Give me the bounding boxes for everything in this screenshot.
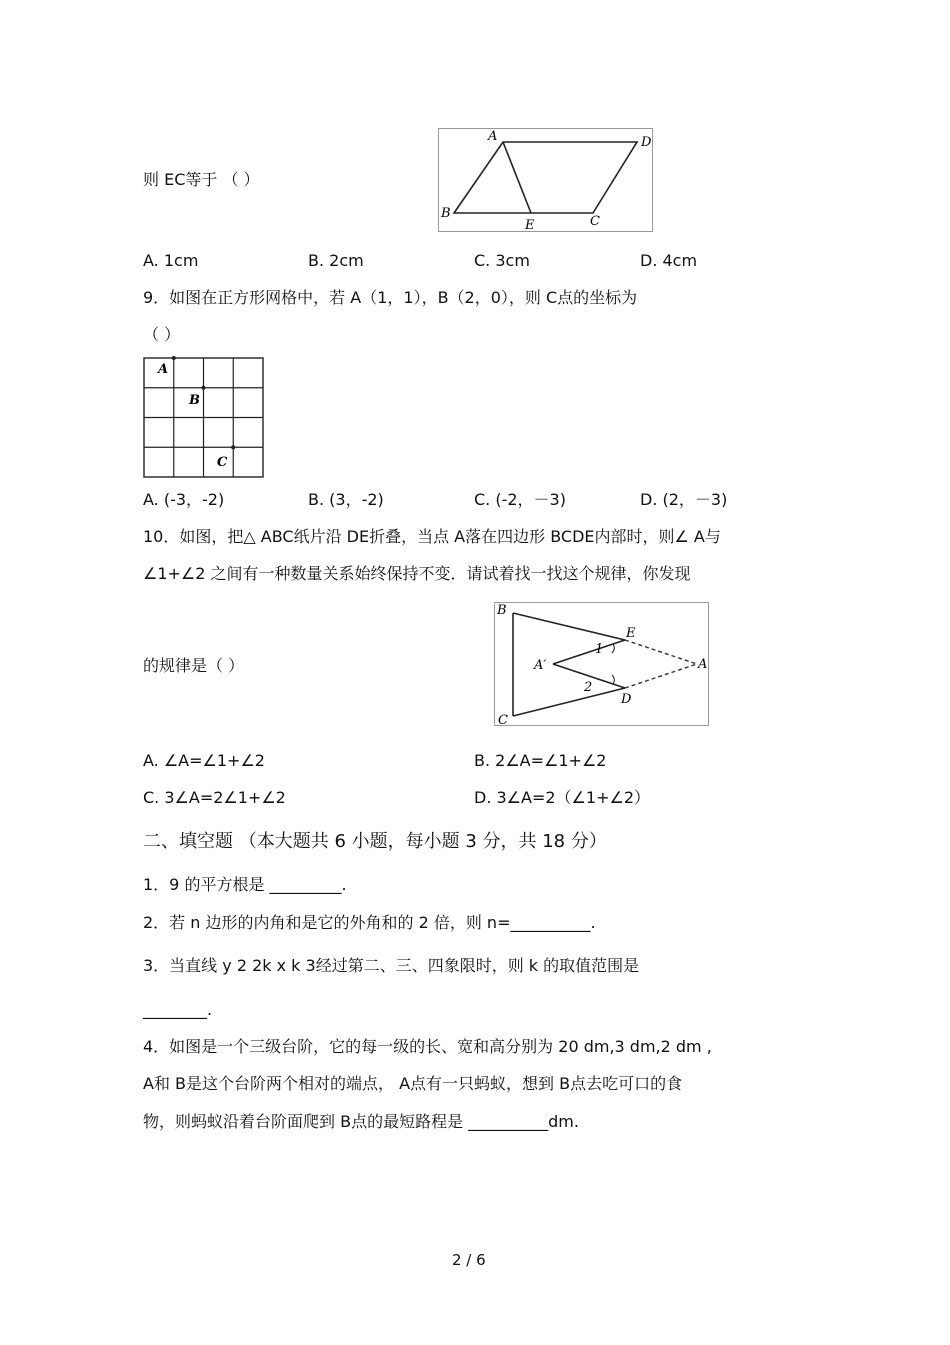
q10-option-d: D. 3∠A=2（∠1+∠2） (474, 788, 651, 807)
q10-label-c: C (498, 713, 508, 725)
q10-stem-line3: 的规律是（ ） (143, 656, 245, 675)
q8-option-d: D. 4cm (640, 251, 698, 270)
q10-label-angle1: 1 (595, 642, 604, 657)
q10-label-angle2: 2 (584, 680, 593, 695)
q9-option-b: B. (3，-2) (308, 490, 384, 509)
q10-label-a: A (698, 657, 708, 672)
q10-label-b: B (497, 603, 507, 618)
q10-label-a-prime: A′ (534, 658, 547, 673)
q9-option-a: A. (-3，-2) (143, 490, 225, 509)
q9-label-b: B (189, 393, 200, 408)
q10-option-b: B. 2∠A=∠1+∠2 (474, 751, 607, 770)
q9-option-d: D. (2，－3) (640, 490, 728, 509)
q10-option-c: C. 3∠A=2∠1+∠2 (143, 788, 286, 807)
q10-stem-line1: 10．如图，把△ ABC纸片沿 DE折叠，当点 A落在四边形 BCDE内部时，则∠ A与 (143, 527, 721, 546)
q8-label-b: B (441, 206, 451, 221)
q9-option-c: C. (-2，－3) (474, 490, 566, 509)
q8-stem: 则 EC等于 （ ） (143, 170, 260, 189)
q9-label-a: A (158, 362, 169, 377)
q8-option-c: C. 3cm (474, 251, 530, 270)
fill-q1: 1．9 的平方根是 _________. (143, 875, 347, 894)
q8-label-a: A (488, 129, 498, 144)
fill-q4-line1: 4．如图是一个三级台阶，它的每一级的长、宽和高分别为 20 dm,3 dm,2 dm , (143, 1037, 712, 1056)
q8-option-b: B. 2cm (308, 251, 364, 270)
q9-paren: （ ） (143, 325, 181, 344)
fill-q3-line2: ________. (143, 1000, 213, 1019)
q8-label-c: C (590, 214, 600, 229)
fill-q4-line3: 物，则蚂蚁沿着台阶面爬到 B点的最短路程是 __________dm. (143, 1112, 579, 1131)
fill-q3-line1: 3．当直线 y 2 2k x k 3经过第二、三、四象限时，则 k 的取值范围是 (143, 956, 640, 975)
q10-label-d: D (621, 692, 632, 707)
q9-stem: 9．如图在正方形网格中，若 A（1，1），B（2，0），则 C点的坐标为 (143, 288, 638, 307)
q8-label-e: E (525, 218, 535, 231)
q10-option-a: A. ∠A=∠1+∠2 (143, 751, 265, 770)
q8-parallelogram-figure (438, 128, 653, 232)
q8-option-a: A. 1cm (143, 251, 199, 270)
q10-fold-figure (494, 602, 709, 726)
section2-title: 二、填空题 （本大题共 6 小题，每小题 3 分，共 18 分） (143, 831, 607, 852)
q10-stem-line2: ∠1+∠2 之间有一种数量关系始终保持不变．请试着找一找这个规律，你发现 (143, 564, 691, 583)
fill-q4-line2: A和 B是这个台阶两个相对的端点， A点有一只蚂蚁，想到 B点去吃可口的食 (143, 1074, 683, 1093)
page-number: 2 / 6 (452, 1251, 486, 1269)
q10-label-e: E (626, 626, 636, 641)
q9-grid-figure (143, 356, 265, 480)
q9-label-c: C (217, 455, 228, 470)
fill-q2: 2．若 n 边形的内角和是它的外角和的 2 倍，则 n=__________. (143, 913, 596, 932)
q8-label-d: D (641, 135, 652, 150)
